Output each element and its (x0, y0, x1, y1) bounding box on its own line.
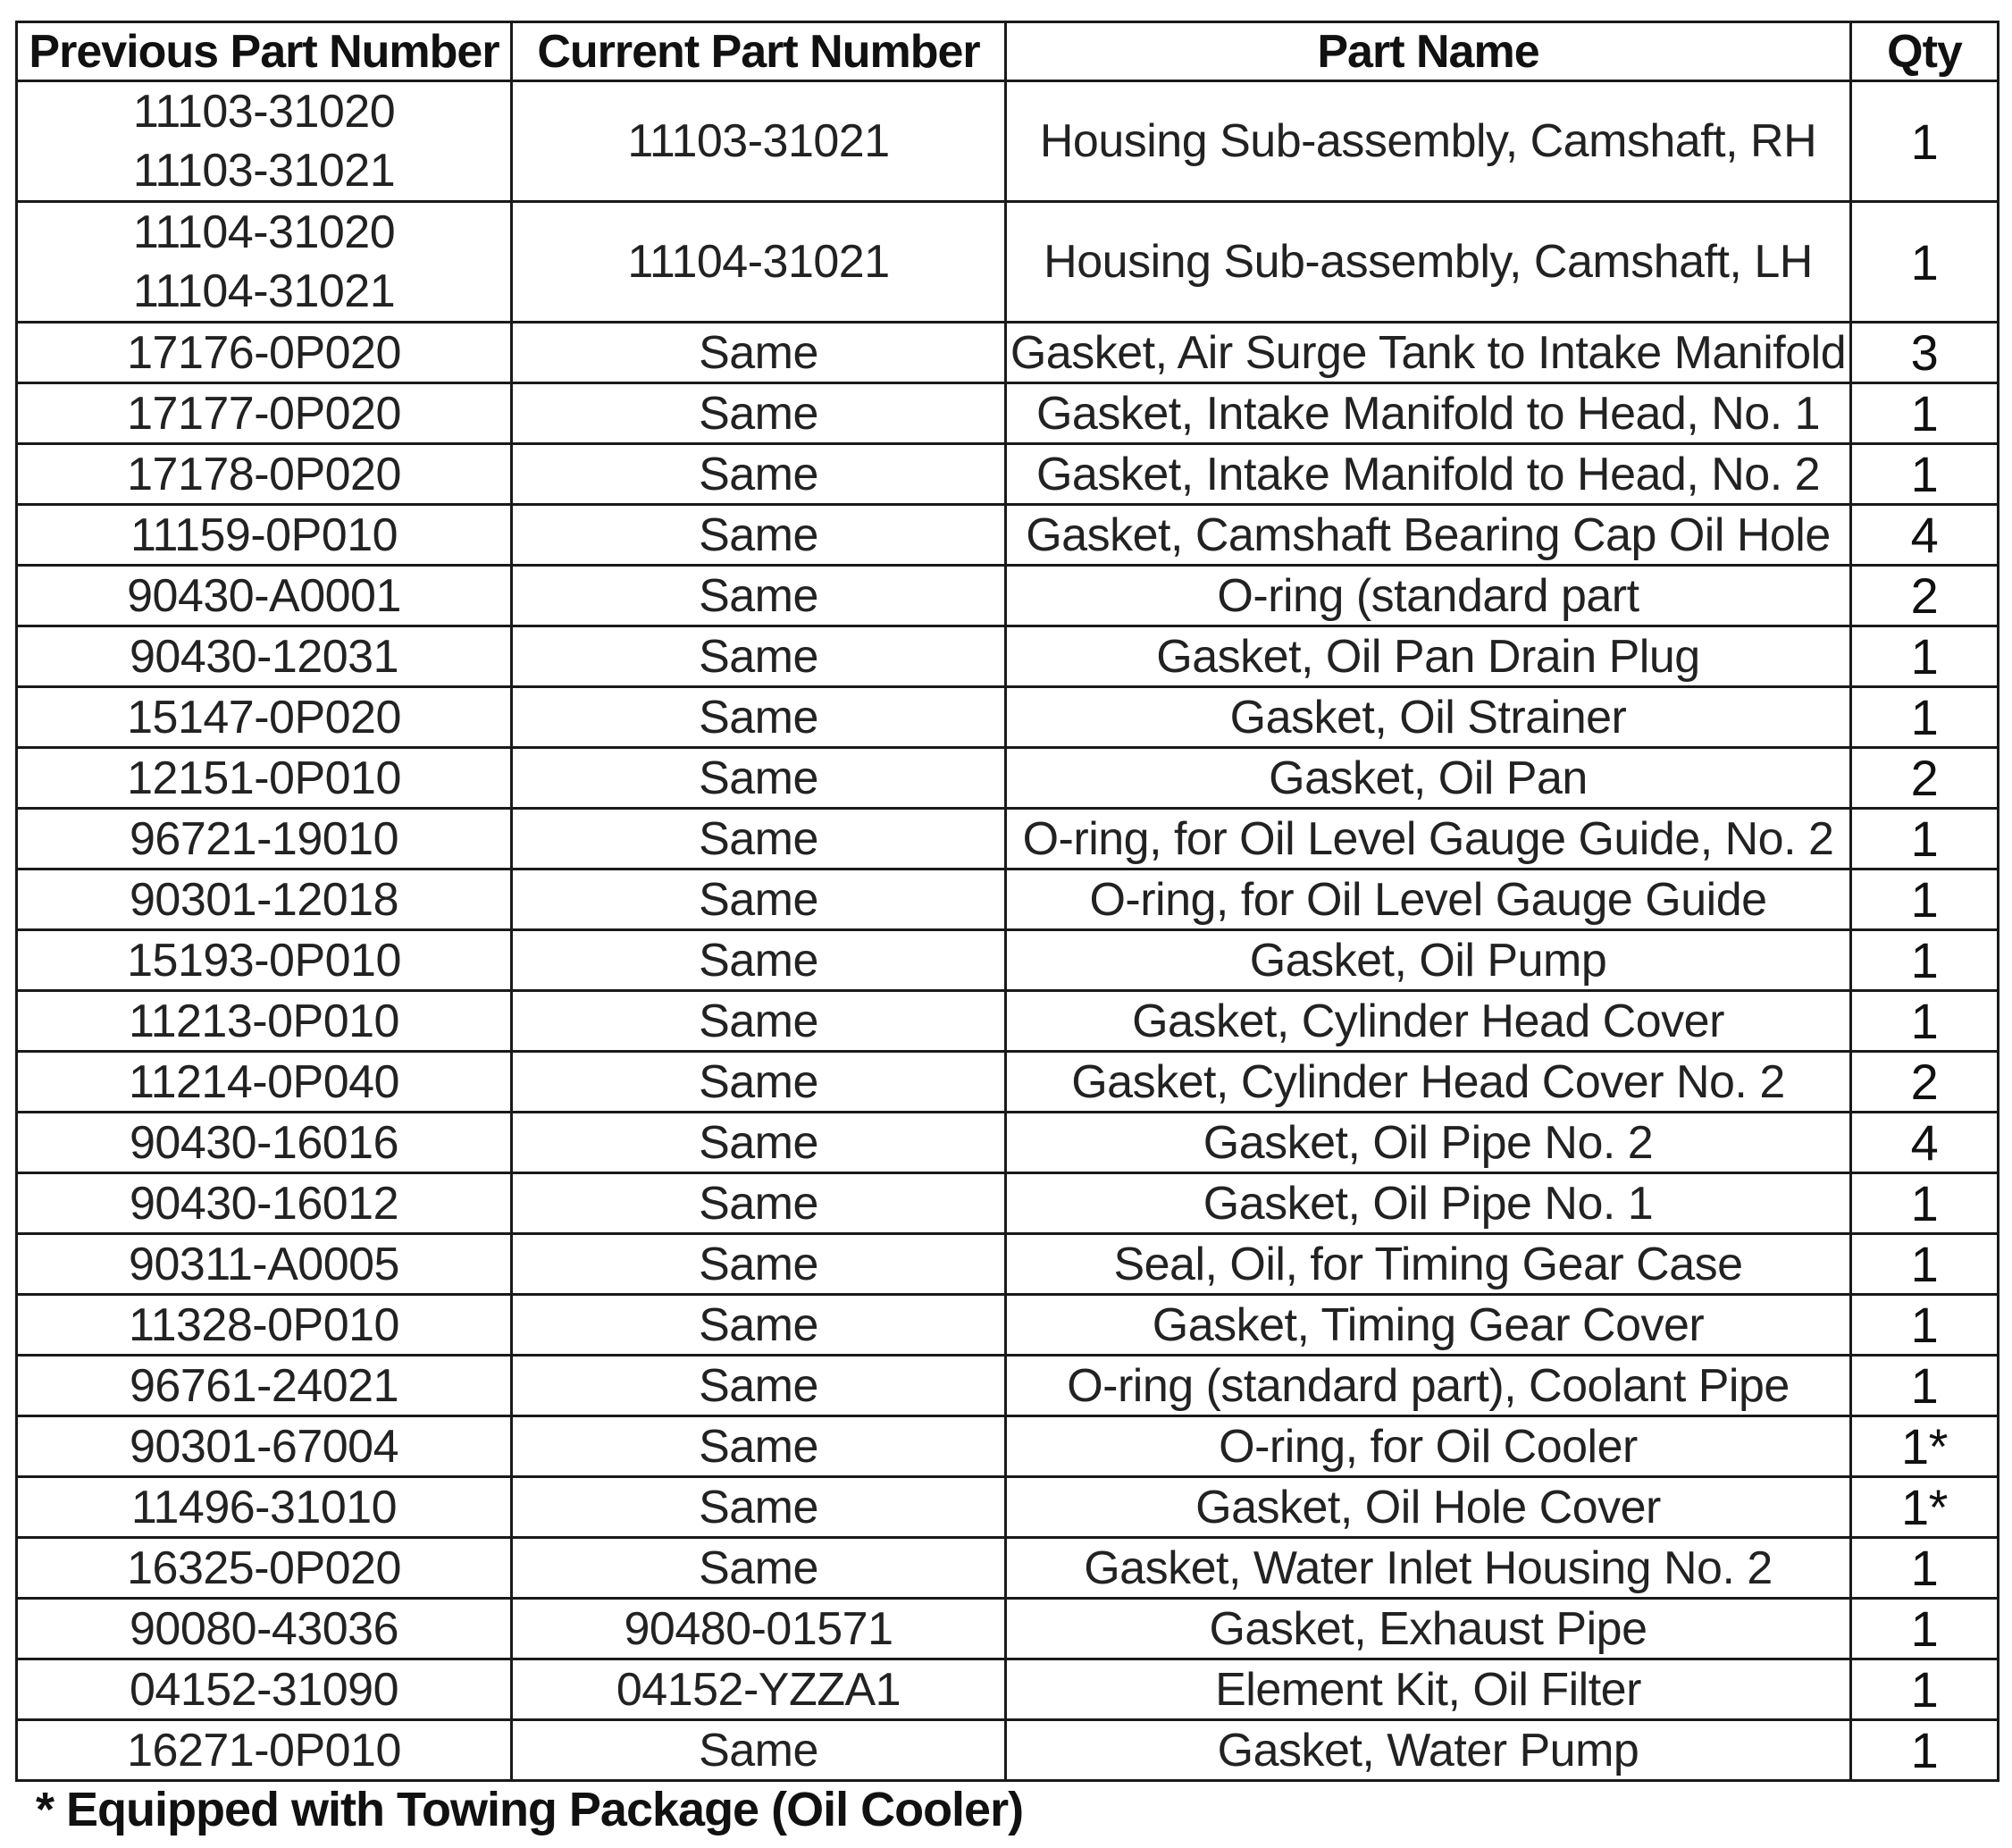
cell-current-part-number: Same (512, 991, 1006, 1052)
cell-current-part-number: Same (512, 930, 1006, 991)
table-row (17, 505, 1999, 566)
cell-current-part-number: Same (512, 1720, 1006, 1781)
table-row (17, 1052, 1999, 1113)
cell-previous-part-number: 90430-A0001 (17, 566, 512, 626)
cell-qty: 1* (1851, 1477, 1999, 1538)
cell-previous-part-number: 96761-24021 (17, 1356, 512, 1416)
cell-part-name: Gasket, Oil Hole Cover (1006, 1477, 1851, 1538)
cell-current-part-number: Same (512, 809, 1006, 869)
cell-qty: 2 (1851, 748, 1999, 809)
table-header-row (17, 22, 1999, 81)
cell-qty: 4 (1851, 1113, 1999, 1173)
cell-part-name: Gasket, Camshaft Bearing Cap Oil Hole (1006, 505, 1851, 566)
table-row (17, 383, 1999, 444)
header-qty: Qty (1851, 22, 1999, 81)
table-row (17, 687, 1999, 748)
cell-part-name: Gasket, Oil Pipe No. 1 (1006, 1173, 1851, 1234)
cell-qty: 1 (1851, 444, 1999, 505)
cell-qty: 1 (1851, 1720, 1999, 1781)
cell-qty: 1 (1851, 1356, 1999, 1416)
cell-previous-part-number: 11328-0P010 (17, 1295, 512, 1356)
cell-qty: 1 (1851, 1599, 1999, 1659)
cell-current-part-number: Same (512, 1416, 1006, 1477)
cell-part-name: O-ring (standard part), Coolant Pipe (1006, 1356, 1851, 1416)
cell-part-name: Gasket, Oil Strainer (1006, 687, 1851, 748)
cell-part-name: O-ring, for Oil Level Gauge Guide, No. 2 (1006, 809, 1851, 869)
cell-previous-part-number: 90301-12018 (17, 869, 512, 930)
cell-part-name: Gasket, Exhaust Pipe (1006, 1599, 1851, 1659)
cell-part-name: O-ring (standard part (1006, 566, 1851, 626)
cell-current-part-number: 11103-31021 (512, 81, 1006, 202)
cell-qty: 1 (1851, 81, 1999, 202)
table-row (17, 1720, 1999, 1781)
header-part-name: Part Name (1006, 22, 1851, 81)
cell-current-part-number: Same (512, 626, 1006, 687)
cell-current-part-number: Same (512, 1295, 1006, 1356)
cell-previous-part-number: 04152-31090 (17, 1659, 512, 1720)
cell-previous-part-number: 16271-0P010 (17, 1720, 512, 1781)
cell-previous-part-number: 11213-0P010 (17, 991, 512, 1052)
previous-part-number-line: 11103-31021 (132, 145, 396, 197)
cell-current-part-number: Same (512, 1173, 1006, 1234)
cell-previous-part-number: 90301-67004 (17, 1416, 512, 1477)
cell-previous-part-number: 11159-0P010 (17, 505, 512, 566)
cell-qty: 1 (1851, 1538, 1999, 1599)
cell-current-part-number: Same (512, 1234, 1006, 1295)
cell-previous-part-number: 90430-16016 (17, 1113, 512, 1173)
cell-qty: 1 (1851, 869, 1999, 930)
cell-previous-part-number: 11496-31010 (17, 1477, 512, 1538)
cell-previous-part-number: 11214-0P040 (17, 1052, 512, 1113)
cell-qty: 2 (1851, 1052, 1999, 1113)
cell-part-name: Gasket, Water Inlet Housing No. 2 (1006, 1538, 1851, 1599)
cell-part-name: Gasket, Water Pump (1006, 1720, 1851, 1781)
table-row (17, 1416, 1999, 1477)
table-row (17, 626, 1999, 687)
cell-qty: 1 (1851, 202, 1999, 323)
cell-current-part-number: 11104-31021 (512, 202, 1006, 323)
cell-qty: 1 (1851, 930, 1999, 991)
cell-part-name: Gasket, Oil Pan Drain Plug (1006, 626, 1851, 687)
cell-previous-part-number: 17178-0P020 (17, 444, 512, 505)
cell-previous-part-number: 90080-43036 (17, 1599, 512, 1659)
cell-part-name: Seal, Oil, for Timing Gear Case (1006, 1234, 1851, 1295)
cell-current-part-number: Same (512, 505, 1006, 566)
cell-qty: 1 (1851, 1173, 1999, 1234)
cell-current-part-number: Same (512, 1477, 1006, 1538)
table-row (17, 869, 1999, 930)
table-row (17, 1234, 1999, 1295)
cell-previous-part-number: 17176-0P020 (17, 323, 512, 383)
cell-current-part-number: Same (512, 1052, 1006, 1113)
table-row (17, 81, 1999, 202)
cell-current-part-number: Same (512, 383, 1006, 444)
cell-part-name: Gasket, Timing Gear Cover (1006, 1295, 1851, 1356)
cell-previous-part-number (17, 81, 512, 202)
cell-current-part-number: Same (512, 323, 1006, 383)
cell-current-part-number: Same (512, 566, 1006, 626)
cell-qty: 1 (1851, 809, 1999, 869)
table-row (17, 809, 1999, 869)
parts-table-body (17, 81, 1999, 1781)
cell-qty: 1 (1851, 991, 1999, 1052)
parts-table (15, 21, 1999, 1782)
cell-part-name: Gasket, Air Surge Tank to Intake Manifold (1006, 323, 1851, 383)
cell-current-part-number: Same (512, 748, 1006, 809)
table-row (17, 1173, 1999, 1234)
previous-part-number-line: 11103-31020 (132, 86, 396, 138)
cell-qty: 1 (1851, 383, 1999, 444)
cell-part-name: Element Kit, Oil Filter (1006, 1659, 1851, 1720)
table-row (17, 323, 1999, 383)
table-row (17, 202, 1999, 323)
table-row (17, 566, 1999, 626)
cell-previous-part-number: 90311-A0005 (17, 1234, 512, 1295)
cell-current-part-number: 90480-01571 (512, 1599, 1006, 1659)
table-row (17, 748, 1999, 809)
cell-part-name: Gasket, Intake Manifold to Head, No. 2 (1006, 444, 1851, 505)
cell-previous-part-number: 15147-0P020 (17, 687, 512, 748)
cell-previous-part-number: 17177-0P020 (17, 383, 512, 444)
cell-part-name: Housing Sub-assembly, Camshaft, RH (1006, 81, 1851, 202)
table-row (17, 1356, 1999, 1416)
cell-part-name: Gasket, Cylinder Head Cover No. 2 (1006, 1052, 1851, 1113)
cell-part-name: O-ring, for Oil Level Gauge Guide (1006, 869, 1851, 930)
previous-part-number-line: 11104-31020 (132, 206, 396, 258)
cell-previous-part-number: 90430-16012 (17, 1173, 512, 1234)
cell-part-name: Gasket, Oil Pump (1006, 930, 1851, 991)
header-previous-part-number: Previous Part Number (17, 22, 512, 81)
cell-part-name: O-ring, for Oil Cooler (1006, 1416, 1851, 1477)
cell-previous-part-number (17, 202, 512, 323)
table-row (17, 1113, 1999, 1173)
cell-previous-part-number: 16325-0P020 (17, 1538, 512, 1599)
cell-part-name: Gasket, Oil Pipe No. 2 (1006, 1113, 1851, 1173)
cell-current-part-number: Same (512, 687, 1006, 748)
cell-current-part-number: 04152-YZZA1 (512, 1659, 1006, 1720)
previous-part-number-line: 11104-31021 (132, 265, 396, 317)
cell-previous-part-number: 90430-12031 (17, 626, 512, 687)
cell-qty: 2 (1851, 566, 1999, 626)
cell-part-name: Gasket, Intake Manifold to Head, No. 1 (1006, 383, 1851, 444)
footnote: * Equipped with Towing Package (Oil Cooler) (36, 1783, 1024, 1836)
cell-qty: 1 (1851, 1234, 1999, 1295)
cell-qty: 4 (1851, 505, 1999, 566)
cell-previous-part-number: 15193-0P010 (17, 930, 512, 991)
cell-current-part-number: Same (512, 869, 1006, 930)
table-row (17, 1538, 1999, 1599)
table-row (17, 1659, 1999, 1720)
table-row (17, 930, 1999, 991)
cell-current-part-number: Same (512, 1538, 1006, 1599)
cell-current-part-number: Same (512, 1356, 1006, 1416)
table-row (17, 1295, 1999, 1356)
cell-qty: 1 (1851, 626, 1999, 687)
table-row (17, 1599, 1999, 1659)
table-row (17, 991, 1999, 1052)
cell-qty: 1 (1851, 1295, 1999, 1356)
cell-part-name: Gasket, Oil Pan (1006, 748, 1851, 809)
cell-part-name: Gasket, Cylinder Head Cover (1006, 991, 1851, 1052)
cell-qty: 1 (1851, 1659, 1999, 1720)
cell-previous-part-number: 96721-19010 (17, 809, 512, 869)
header-current-part-number: Current Part Number (512, 22, 1006, 81)
cell-qty: 1 (1851, 687, 1999, 748)
cell-current-part-number: Same (512, 1113, 1006, 1173)
cell-previous-part-number: 12151-0P010 (17, 748, 512, 809)
cell-qty: 3 (1851, 323, 1999, 383)
cell-qty: 1* (1851, 1416, 1999, 1477)
cell-part-name: Housing Sub-assembly, Camshaft, LH (1006, 202, 1851, 323)
cell-current-part-number: Same (512, 444, 1006, 505)
table-row (17, 444, 1999, 505)
table-row (17, 1477, 1999, 1538)
